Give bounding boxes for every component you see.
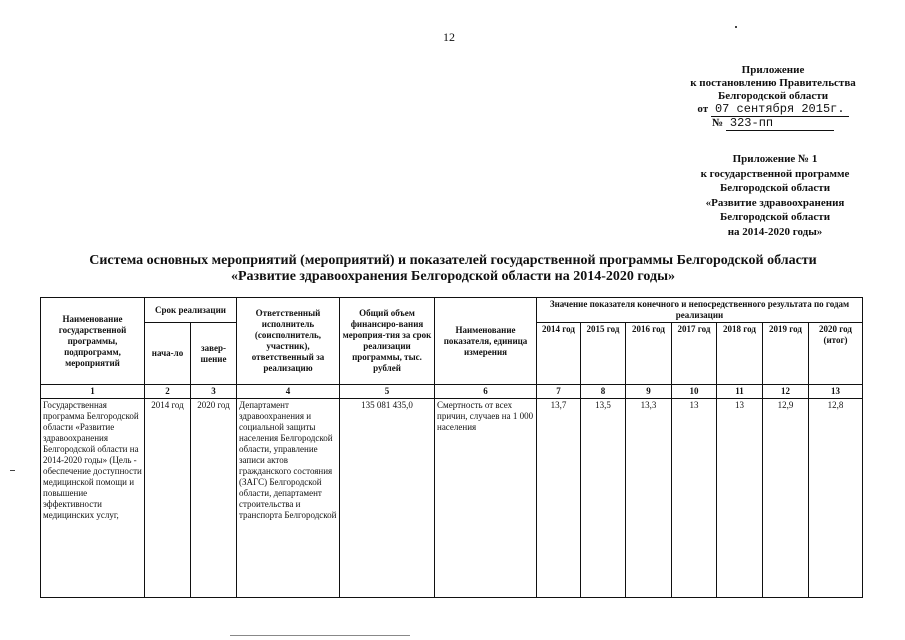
- header-year-2014: 2014 год: [537, 323, 581, 385]
- row-value-2020: 12,8: [809, 399, 863, 598]
- program-table: [40, 297, 863, 598]
- header-executor: Ответственный исполнитель (соисполнитель, участник), ответственный за реализацию: [237, 298, 340, 385]
- col-num-13: 13: [809, 385, 863, 399]
- header-year-2015: 2015 год: [581, 323, 626, 385]
- row-financing: 135 081 435,0: [340, 399, 435, 598]
- appendix1-line-5: Белгородской области: [719, 211, 831, 223]
- number-value: 323-пп: [726, 117, 834, 131]
- header-year-2016: 2016 год: [626, 323, 672, 385]
- col-num-3: 3: [191, 385, 237, 399]
- col-num-10: 10: [672, 385, 717, 399]
- col-num-4: 4: [237, 385, 340, 399]
- appendix1-line-3: Белгородской области: [719, 182, 831, 194]
- appendix-number: [663, 117, 883, 131]
- col-num-5: 5: [340, 385, 435, 399]
- header-year-2018: 2018 год: [717, 323, 763, 385]
- header-year-2019: 2019 год: [763, 323, 809, 385]
- appendix-line-3: Белгородской области: [717, 90, 829, 102]
- row-program-name: Государственная программа Белгородской области «Развитие здравоохранения Белгородской области на 2014-2020 годы» (Цель - обеспечение доступности медицинской помощи и повышение эффективности медицинских услуг,: [41, 399, 145, 598]
- row-value-2018: 13: [717, 399, 763, 598]
- header-start: нача-ло: [145, 323, 191, 385]
- row-value-2015: 13,5: [581, 399, 626, 598]
- col-num-2: 2: [145, 385, 191, 399]
- col-num-8: 8: [581, 385, 626, 399]
- header-term: Срок реализации: [145, 298, 237, 323]
- appendix-line-2: к постановлению Правительства: [690, 77, 856, 89]
- header-indicator: Наименование показателя, единица измерения: [435, 298, 537, 385]
- header-row-1: [41, 298, 863, 323]
- row-value-2014: 13,7: [537, 399, 581, 598]
- date-prefix: от: [697, 103, 709, 115]
- col-num-6: 6: [435, 385, 537, 399]
- row-value-2016: 13,3: [626, 399, 672, 598]
- row-end: 2020 год: [191, 399, 237, 598]
- header-year-2020: 2020 год (итог): [809, 323, 863, 385]
- appendix-date: [663, 103, 883, 117]
- header-year-2017: 2017 год: [672, 323, 717, 385]
- appendix1-line-2: к государственной программе: [700, 167, 850, 180]
- row-indicator: Смертность от всех причин, случаев на 1 000 населения: [435, 399, 537, 598]
- appendix1-line-1: Приложение № 1: [732, 153, 818, 165]
- header-values-group: Значение показателя конечного и непосредственного результата по годам реализации: [537, 298, 863, 323]
- number-prefix: №: [712, 117, 724, 129]
- header-name: Наименование государственной программы, подпрограмм, мероприятий: [41, 298, 145, 385]
- column-number-row: [41, 385, 863, 399]
- title-line-1: Система основных мероприятий (мероприятий) и показателей государственной программы Белгородской области: [89, 253, 817, 268]
- row-value-2017: 13: [672, 399, 717, 598]
- appendix-line-1: Приложение: [741, 64, 805, 76]
- scan-edge-mark: [230, 635, 410, 636]
- scan-speck: [10, 470, 15, 471]
- appendix1-line-6: на 2014-2020 годы»: [727, 225, 823, 238]
- page-number: 12: [443, 30, 455, 44]
- scan-speck: [735, 26, 737, 28]
- title-line-2: «Развитие здравоохранения Белгородской области на 2014-2020 годы»: [230, 269, 676, 284]
- appendix-stamp: [663, 64, 883, 131]
- document-title: [40, 253, 866, 285]
- row-executor: Департамент здравоохранения и социальной защиты населения Белгородской области, управление записи актов гражданского состояния (ЗАГС) Белгородской области, департамент строительства и транспорта Белгородской: [237, 399, 340, 598]
- date-value: 07 сентября 2015г.: [711, 103, 849, 117]
- col-num-9: 9: [626, 385, 672, 399]
- col-num-1: 1: [41, 385, 145, 399]
- header-financing: Общий объем финансиро-вания мероприя-тия за срок реализации программы, тыс. рублей: [340, 298, 435, 385]
- row-value-2019: 12,9: [763, 399, 809, 598]
- col-num-11: 11: [717, 385, 763, 399]
- col-num-7: 7: [537, 385, 581, 399]
- appendix-1-header: [675, 152, 875, 239]
- appendix1-line-4: «Развитие здравоохранения: [705, 196, 845, 209]
- col-num-12: 12: [763, 385, 809, 399]
- table-row: [41, 399, 863, 598]
- header-end: завер-шение: [191, 323, 237, 385]
- row-start: 2014 год: [145, 399, 191, 598]
